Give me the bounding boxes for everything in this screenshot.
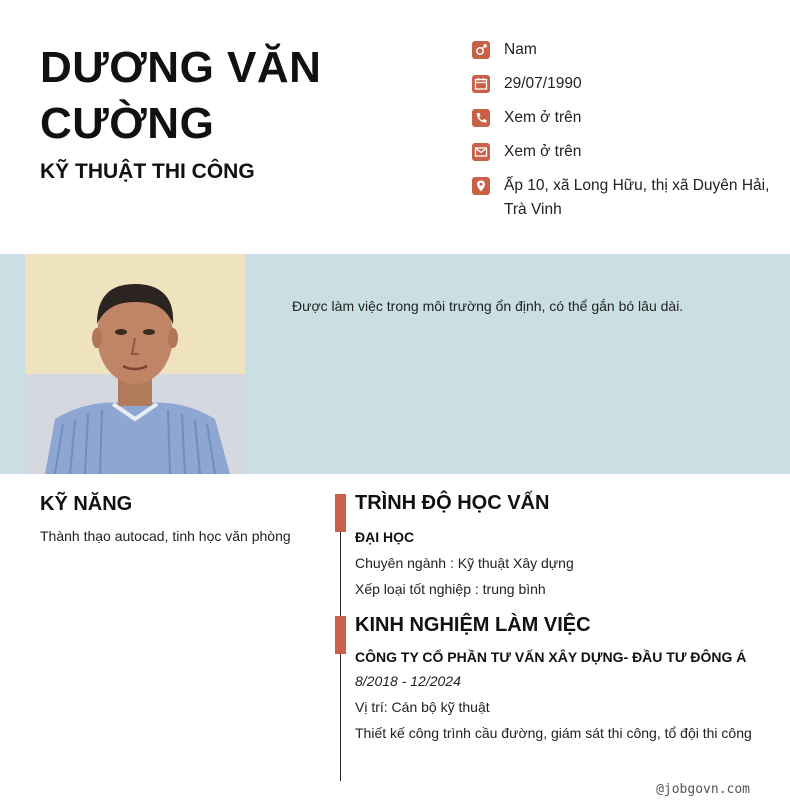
phone-text: Xem ở trên — [504, 109, 582, 126]
experience-company: CÔNG TY CỔ PHẦN TƯ VẤN XÂY DỰNG- ĐẦU TƯ ĐÔNG Á — [355, 649, 747, 665]
experience-position: Vị trí: Cán bộ kỹ thuật — [355, 699, 490, 715]
candidate-name — [40, 40, 400, 152]
info-birthday — [472, 72, 772, 96]
info-gender — [472, 38, 772, 62]
skills-section — [40, 493, 310, 546]
location-pin-icon — [472, 177, 490, 195]
name-line-1: DƯƠNG VĂN — [40, 43, 322, 92]
mail-icon — [472, 143, 490, 161]
gender-text: Nam — [504, 41, 537, 58]
profile-photo — [25, 254, 245, 474]
career-objective: Được làm việc trong môi trường ổn định, có thể gắn bó lâu dài. — [292, 298, 684, 314]
experience-title: KINH NGHIỆM LÀM VIỆC — [355, 614, 591, 636]
gender-icon — [472, 41, 490, 59]
skills-title: KỸ NĂNG — [40, 493, 133, 515]
info-phone — [472, 106, 772, 130]
calendar-icon — [472, 75, 490, 93]
info-address — [472, 174, 772, 222]
experience-accent-bar — [335, 616, 346, 654]
education-grade: Xếp loại tốt nghiệp : trung bình — [355, 581, 546, 597]
job-title: KỸ THUẬT THI CÔNG — [40, 160, 255, 183]
experience-section — [355, 614, 775, 743]
contact-info — [472, 38, 772, 232]
skills-text: Thành thạo autocad, tinh học văn phòng — [40, 528, 291, 544]
email-text: Xem ở trên — [504, 143, 582, 160]
experience-description: Thiết kế công trình cầu đường, giám sát thi công, tổ đội thi công — [355, 725, 752, 741]
education-level: ĐẠI HỌC — [355, 529, 415, 545]
education-title: TRÌNH ĐỘ HỌC VẤN — [355, 492, 550, 514]
info-email — [472, 140, 772, 164]
footer-watermark: @jobgovn.com — [656, 782, 750, 797]
experience-period: 8/2018 - 12/2024 — [355, 673, 461, 689]
education-major: Chuyên ngành : Kỹ thuật Xây dựng — [355, 555, 574, 571]
education-accent-bar — [335, 494, 346, 532]
birthday-text: 29/07/1990 — [504, 75, 582, 92]
phone-icon — [472, 109, 490, 127]
education-section — [355, 492, 775, 599]
address-text: Ấp 10, xã Long Hữu, thị xã Duyên Hải, Trà Vinh — [504, 177, 770, 218]
name-line-2: CƯỜNG — [40, 99, 215, 148]
